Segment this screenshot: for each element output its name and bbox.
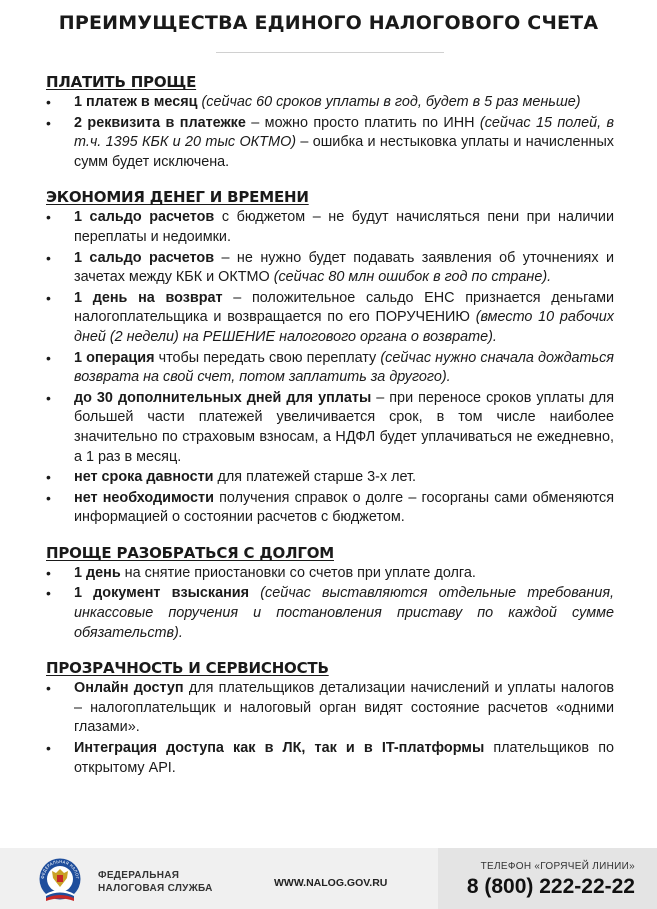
benefit-list <box>46 93 614 172</box>
bullet-icon: • <box>46 389 51 406</box>
organization-name-line-1: ФЕДЕРАЛЬНАЯ <box>98 870 180 881</box>
section-heading: ЭКОНОМИЯ ДЕНЕГ И ВРЕМЕНИ <box>46 188 309 207</box>
section <box>46 187 614 528</box>
bullet-icon: • <box>46 114 51 131</box>
bullet-icon: • <box>46 680 51 697</box>
item-text: для платежей старше 3-х лет. <box>213 469 416 486</box>
fns-emblem-icon <box>38 856 82 902</box>
list-item <box>46 739 614 778</box>
bullet-icon: • <box>46 740 51 757</box>
bullet-icon: • <box>46 564 51 581</box>
section <box>46 72 614 172</box>
section <box>46 543 614 643</box>
item-lead: 1 операция <box>74 349 155 366</box>
page-title: ПРЕИМУЩЕСТВА ЕДИНОГО НАЛОГОВОГО СЧЕТА <box>58 12 599 34</box>
bullet-icon: • <box>46 349 51 366</box>
section-heading: ПРОЩЕ РАЗОБРАТЬСЯ С ДОЛГОМ <box>46 543 334 562</box>
emblem-ring-text: ФЕДЕРАЛЬНАЯ НАЛОГ <box>39 858 81 880</box>
title-divider <box>216 52 444 53</box>
item-note: (сейчас нужно сначала дождаться возврата на свой счет, потом заплатить за другого). <box>74 349 614 386</box>
list-item <box>46 349 614 388</box>
bullet-icon: • <box>46 209 51 226</box>
section-heading: ПРОЗРАЧНОСТЬ И СЕРВИСНОСТЬ <box>46 659 329 678</box>
item-note: (сейчас 80 млн ошибок в год по стране). <box>273 269 552 286</box>
hotline-number[interactable]: 8 (800) 222-22-22 <box>466 875 635 898</box>
item-lead: 1 сальдо расчетов <box>74 249 215 266</box>
item-text: – при переносе сроков уплаты для большей части платежей увеличивается срок, в том числе наиболее значительно по страховым взносам, а НДФЛ будет уплачиваться не ежедневно, а 1 раз в месяц. <box>74 389 614 465</box>
list-item <box>46 114 614 173</box>
list-item <box>46 679 614 738</box>
organization-name-line-2: НАЛОГОВАЯ СЛУЖБА <box>98 883 213 894</box>
list-item <box>46 468 614 488</box>
bullet-icon: • <box>46 249 51 266</box>
list-item <box>46 389 614 467</box>
item-lead: до 30 дополнительных дней для уплаты <box>74 389 372 406</box>
item-text: – можно просто платить по ИНН <box>245 114 480 131</box>
hotline-panel <box>438 848 657 909</box>
bullet-icon: • <box>46 489 51 506</box>
benefits-content <box>46 72 614 793</box>
benefit-list <box>46 208 614 528</box>
benefit-list <box>46 679 614 778</box>
item-lead: Онлайн доступ <box>74 680 184 697</box>
list-item <box>46 208 614 247</box>
item-note: (сейчас 15 полей, в т.ч. 1395 КБК и 20 тыс ОКТМО) <box>74 114 614 151</box>
list-item <box>46 249 614 288</box>
bullet-icon: • <box>46 94 51 110</box>
item-lead: нет необходимости <box>74 489 214 506</box>
item-text: чтобы передать свою переплату <box>154 349 381 366</box>
item-text <box>249 585 260 601</box>
item-text: с бюджетом – не будут начисляться пени при наличии переплаты и недоимки. <box>74 209 615 245</box>
item-lead: 2 реквизита в платежке <box>74 114 246 131</box>
item-text: плательщиков по открытому API. <box>74 740 614 776</box>
list-item <box>46 564 614 584</box>
item-lead: Интеграция доступа как в ЛК, так и в IT-платформы <box>74 740 485 757</box>
organization-name <box>98 869 213 895</box>
hotline-label: ТЕЛЕФОН «ГОРЯЧЕЙ ЛИНИИ» <box>480 861 635 872</box>
list-item <box>46 93 614 113</box>
item-text: получения справок о долге – госорганы сами обменяются информацией о состоянии расчетов с бюджетом. <box>74 489 615 526</box>
item-tail: – ошибка и нестыковка уплаты и начисленных сумм будет исключена. <box>74 134 614 170</box>
item-text: на снятие приостановки со счетов при уплате долга. <box>120 564 476 581</box>
list-item <box>46 489 614 528</box>
item-text: – положительное сальдо ЕНС признается деньгами налогоплательщика и возвращается по его ПОРУЧЕНИЮ <box>74 289 614 326</box>
list-item <box>46 289 614 348</box>
website-link[interactable]: WWW.NALOG.GOV.RU <box>274 877 388 889</box>
item-lead: 1 день <box>74 564 121 581</box>
item-lead: 1 сальдо расчетов <box>74 209 215 226</box>
item-text: для плательщиков детализации начислений и уплаты налогов – налогоплательщик и налоговый орган видят состояние расчетов «одними глазами». <box>74 680 614 736</box>
item-lead: 1 платеж в месяц <box>74 94 198 110</box>
item-lead: нет срока давности <box>74 469 214 486</box>
item-note: (сейчас выставляются отдельные требования, инкассовые поручения и постановления приставу по каждой сумме обязательств). <box>74 585 615 641</box>
list-item <box>46 584 614 643</box>
bullet-icon: • <box>46 289 51 306</box>
bullet-icon: • <box>46 469 51 486</box>
footer <box>0 848 657 909</box>
section-heading: ПЛАТИТЬ ПРОЩЕ <box>46 73 197 91</box>
item-note: (сейчас 60 сроков уплаты в год, будет в 5 раз меньше) <box>201 94 581 110</box>
benefit-list <box>46 564 614 643</box>
item-lead: 1 документ взыскания <box>74 585 250 602</box>
item-note: (вместо 10 рабочих дней (2 недели) на РЕШЕНИЕ налогового органа о возврате). <box>74 309 615 345</box>
section <box>46 658 614 778</box>
item-lead: 1 день на возврат <box>74 289 223 306</box>
bullet-icon: • <box>46 585 51 602</box>
item-text: – не нужно будет подавать заявления об уточнениях и зачетах между КБК и ОКТМО <box>74 249 614 286</box>
